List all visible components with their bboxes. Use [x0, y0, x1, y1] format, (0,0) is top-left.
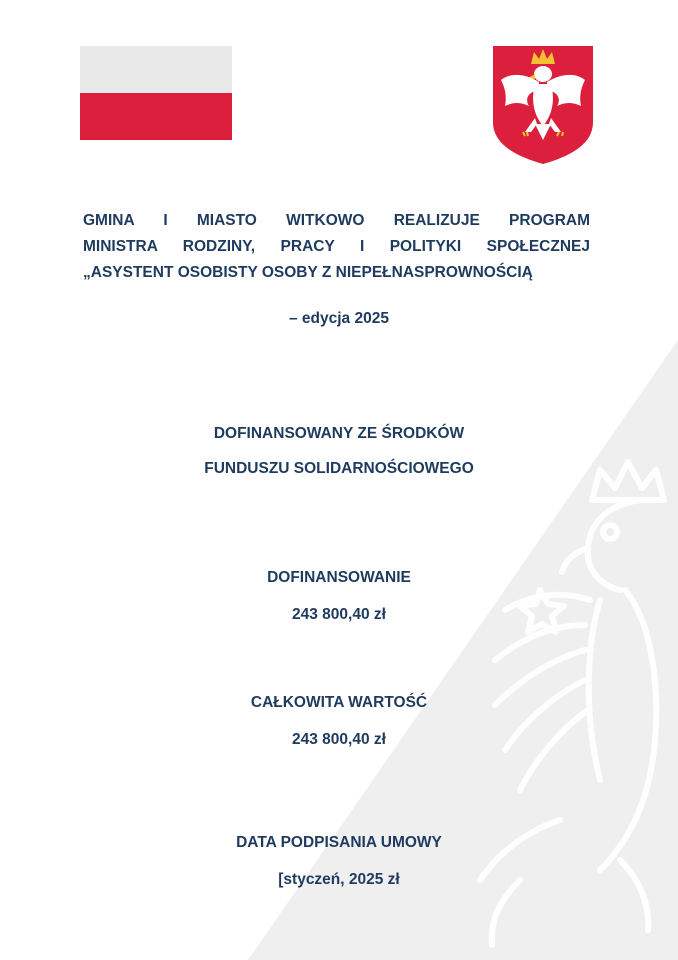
- cofinancing-label: DOFINANSOWANIE: [267, 569, 411, 586]
- intro-line-3: „ASYSTENT OSOBISTY OSOBY Z NIEPEŁNASPROWNOŚCIĄ: [83, 264, 533, 281]
- total-value-amount: 243 800,40 zł: [292, 731, 386, 748]
- signing-date-value: [styczeń, 2025 zł: [278, 871, 400, 888]
- program-edition: – edycja 2025: [289, 310, 389, 327]
- total-value-label: CAŁKOWITA WARTOŚĆ: [250, 694, 428, 711]
- funding-source-line-1: DOFINANSOWANY ZE ŚRODKÓW: [213, 425, 465, 442]
- polish-flag: [80, 46, 232, 140]
- polish-eagle-emblem: [491, 44, 595, 166]
- funding-source-line-2: FUNDUSZU SOLIDARNOŚCIOWEGO: [204, 460, 474, 477]
- flag-red-stripe: [80, 93, 232, 140]
- signing-date-label: DATA PODPISANIA UMOWY: [236, 834, 442, 851]
- intro-line-2: MINISTRA RODZINY, PRACY I POLITYKI SPOŁECZNEJ: [83, 238, 590, 255]
- program-intro: [83, 208, 590, 286]
- cofinancing-value: 243 800,40 zł: [292, 606, 386, 623]
- intro-line-1: GMINA I MIASTO WITKOWO REALIZUJE PROGRAM: [83, 212, 590, 229]
- flag-white-stripe: [80, 46, 232, 93]
